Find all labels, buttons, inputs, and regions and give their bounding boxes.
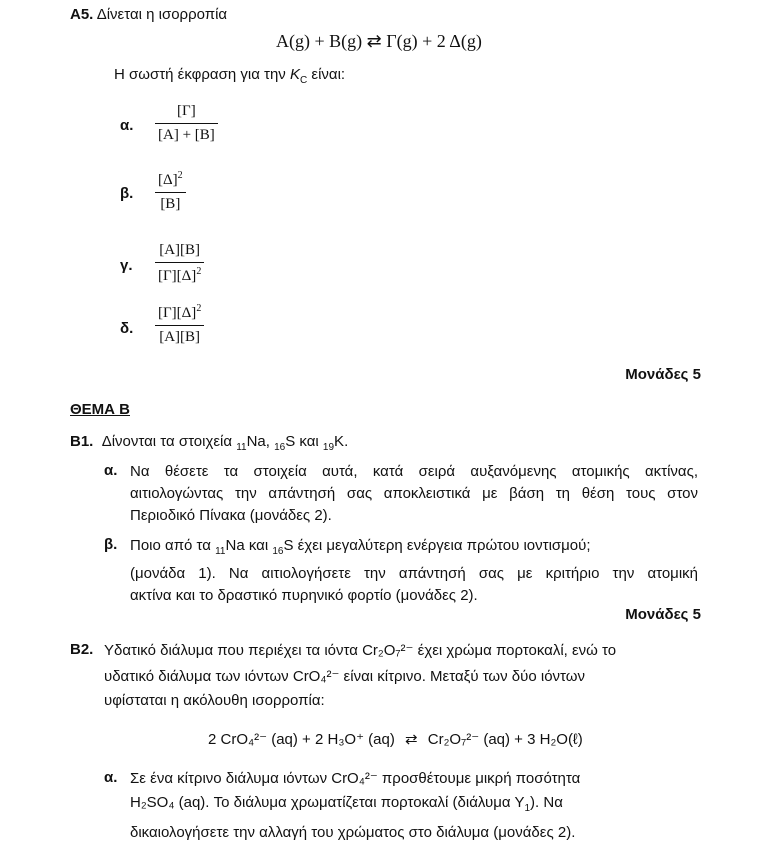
- option-c-denominator-base: [Γ][Δ]: [158, 268, 197, 284]
- b2-a-line-2: [130, 792, 698, 820]
- b1-a-paragraph: [130, 461, 698, 527]
- b1-separator: και: [295, 433, 323, 450]
- theme-b-title: ΘΕΜΑ Β: [70, 401, 130, 418]
- b2-equation-left: 2 CrO₄²⁻ (aq) + 2 H₃O⁺ (aq): [208, 731, 395, 748]
- b2-a-label: α.: [104, 769, 118, 786]
- a5-question-prefix: Η σωστή έκφραση για την: [114, 66, 290, 83]
- na-atomic-number: 11: [236, 442, 247, 453]
- s-atomic-number: 16: [274, 442, 286, 453]
- b2-paragraph: [104, 640, 698, 712]
- option-c-label: γ.: [120, 257, 133, 274]
- na-symbol: Na: [246, 433, 266, 450]
- b1-b-line-2: (μονάδα 1). Να αιτιολογήσετε την απάντησή σας με κριτήριο την ατομική: [130, 565, 698, 582]
- kc-subscript: C: [300, 75, 308, 86]
- b1-label: Β1.: [70, 433, 94, 450]
- k-atomic-number: 19: [322, 442, 335, 453]
- b2-equation: [208, 730, 583, 748]
- option-b-denominator: [B]: [160, 196, 181, 212]
- b1-b-line-1-mid: και: [244, 537, 273, 554]
- option-d-label: δ.: [120, 320, 134, 337]
- option-d-numerator-exp: 2: [196, 303, 202, 314]
- option-d-fraction: [155, 303, 204, 346]
- chromate-ion: CrO₄²⁻: [292, 668, 340, 685]
- option-c-fraction: [155, 242, 204, 285]
- s-atomic-number: 16: [272, 546, 284, 557]
- equilibrium-arrow-icon: ⇄: [405, 731, 418, 748]
- option-d-denominator: [A][B]: [159, 329, 201, 345]
- option-b-numerator-exp: 2: [177, 170, 183, 181]
- b2-line-1-end: έχει χρώμα πορτοκαλί, ενώ το: [413, 642, 617, 659]
- dichromate-ion: Cr₂O₇²⁻: [362, 642, 414, 659]
- a5-question-suffix: είναι:: [307, 66, 346, 83]
- b1-b-line-1-end: έχει μεγαλύτερη ενέργεια πρώτου ιοντισμού;: [293, 537, 591, 554]
- b2-a-line-3: δικαιολογήσετε την αλλαγή του χρώματος στο διάλυμα (μονάδες 2).: [130, 824, 576, 841]
- b1-b-line-1: [130, 535, 698, 563]
- b1-a-line-1: Να θέσετε τα στοιχεία αυτά, κατά σειρά αυξανόμενης ατομικής ακτίνας,: [130, 463, 698, 480]
- option-d-numerator: [155, 303, 204, 322]
- b2-a-paragraph: [130, 768, 698, 844]
- na-atomic-number: 11: [215, 546, 226, 557]
- b1-a-line-3: Περιοδικό Πίνακα (μονάδες 2).: [130, 507, 332, 524]
- solution-subscript: 1: [524, 803, 531, 814]
- a5-label: Α5.: [70, 6, 94, 23]
- b2-line-2: [104, 666, 698, 688]
- option-b-fraction: [155, 170, 186, 213]
- b2-line-3: υφίσταται η ακόλουθη ισορροπία:: [104, 692, 325, 709]
- fraction-bar: [155, 325, 204, 326]
- a5-points: Μονάδες 5: [625, 366, 701, 383]
- s-symbol: S: [285, 433, 296, 450]
- na-symbol: Na: [225, 537, 245, 554]
- b2-a-line-1-end: προσθέτουμε μικρή ποσότητα: [377, 770, 581, 787]
- b1-b-line-1-start: Ποιο από τα: [130, 537, 216, 554]
- a5-intro: Δίνεται η ισορροπία: [96, 6, 228, 23]
- option-a-numerator: [Γ]: [177, 103, 196, 119]
- b2-equation-right: Cr₂O₇²⁻ (aq) + 3 H₂O(ℓ): [427, 731, 583, 748]
- option-c-denominator: [155, 266, 204, 285]
- fraction-bar: [155, 192, 186, 193]
- b1-text-start: Δίνονται τα στοιχεία: [101, 433, 237, 450]
- option-d-numerator-base: [Γ][Δ]: [158, 305, 197, 321]
- b1-b-line-3: ακτίνα και το δραστικό πυρηνικό φορτίο (μονάδες 2).: [130, 587, 478, 604]
- a5-question: [114, 66, 345, 86]
- option-a-label: α.: [120, 117, 134, 134]
- b2-label: Β2.: [70, 641, 94, 658]
- b2-line-1: [104, 640, 698, 662]
- b2-line-1-start: Υδατικό διάλυμα που περιέχει τα ιόντα: [104, 642, 363, 659]
- option-a-denominator: [A] + [B]: [158, 127, 215, 143]
- a5-equation: A(g) + B(g) ⇄ Γ(g) + 2 Δ(g): [276, 31, 482, 51]
- b2-a-line-1: [130, 768, 698, 790]
- a5-header: [70, 6, 227, 23]
- b1-text: [98, 433, 349, 453]
- option-c-denominator-exp: 2: [196, 266, 202, 277]
- option-b-numerator: [155, 170, 186, 189]
- b1-b-paragraph: [130, 535, 698, 607]
- option-c-numerator: [A][B]: [159, 242, 201, 258]
- option-a-fraction: [155, 103, 218, 144]
- b2-a-line-2-start: H₂SO₄ (aq). Το διάλυμα χρωματίζεται πορτοκαλί (διάλυμα Υ: [130, 794, 525, 811]
- option-b-numerator-base: [Δ]: [158, 172, 178, 188]
- b1-header: [70, 433, 348, 453]
- b1-separator: ,: [265, 433, 275, 450]
- fraction-bar: [155, 262, 204, 263]
- fraction-bar: [155, 123, 218, 124]
- b2-line-2-end: είναι κίτρινο. Μεταξύ των δύο ιόντων: [339, 668, 585, 685]
- b1-a-line-2: αιτιολογώντας την απάντησή σας αποκλειστικά με βάση τη θέση τους στον: [130, 485, 698, 502]
- s-symbol: S: [283, 537, 294, 554]
- b1-a-label: α.: [104, 462, 118, 479]
- k-symbol: K: [334, 433, 345, 450]
- kc-symbol: K: [289, 66, 300, 83]
- b1-b-label: β.: [104, 536, 118, 553]
- b2-a-line-2-end: ). Να: [530, 794, 563, 811]
- b2-a-line-1-start: Σε ένα κίτρινο διάλυμα ιόντων: [130, 770, 332, 787]
- b2-line-2-start: υδατικό διάλυμα των ιόντων: [104, 668, 293, 685]
- option-b-label: β.: [120, 185, 134, 202]
- chromate-ion: CrO₄²⁻: [331, 770, 378, 787]
- b1-end: .: [344, 433, 349, 450]
- b1-points: Μονάδες 5: [625, 606, 701, 623]
